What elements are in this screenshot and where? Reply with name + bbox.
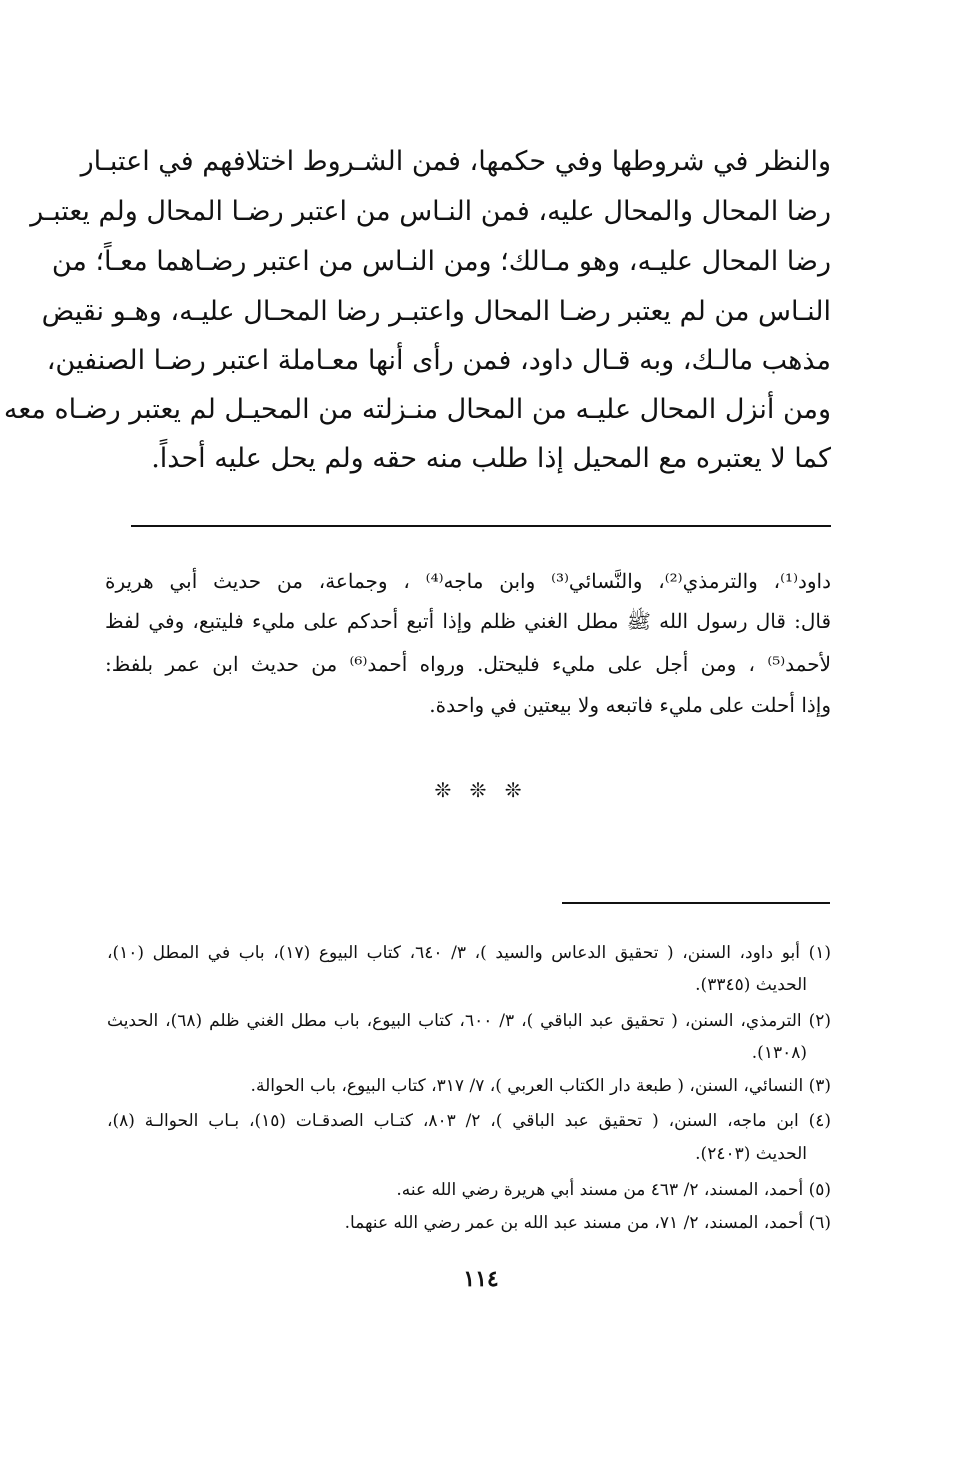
- main-text-line: والنظر في شروطها وفي حكمها، فمن الشـروط اختلافهم في اعتبـار: [80, 146, 831, 177]
- section-divider-line: [131, 525, 831, 527]
- note-text-line: قال: قال رسول الله ﷺ مطل الغني ظلم وإذا أتبع أحدكم على مليء فليتبع، وفي لفظ: [105, 609, 831, 633]
- page-number: ١١٤: [463, 1266, 499, 1292]
- main-text-line: النـاس من لم يعتبر رضـا المحال واعتبـر رضا المحـال عليـه، وهـو نقيض: [41, 296, 831, 327]
- footnote-6: (٦) أحمد، المسند، ٢/ ٧١، من مسند عبد الله بن عمر رضي الله عنهما.: [344, 1213, 831, 1233]
- main-text-line: ومن أنزل المحال عليـه من المحال منـزلته من المحيـل لم يعتبر رضـاه معه: [3, 394, 831, 425]
- main-text-line: كما لا يعتبره مع المحيل إذا طلب منه حقه ولم يحل عليه أحداً.: [151, 443, 831, 474]
- footnote-2: (٢) الترمذي، السنن، ( تحقيق عبد الباقي )، ٣/ ٦٠٠، كتاب البيوع، باب مطل الغني ظلم (٦٨)، الحديث: [107, 1011, 831, 1031]
- footnote-5: (٥) أحمد، المسند، ٢/ ٤٦٣ من مسند أبي هريرة رضي الله عنه.: [396, 1180, 831, 1200]
- main-text-line: مذهب مالـك، وبه قـال داود، فمن رأى أنها معـاملة اعتبر رضـا الصنفين،: [46, 345, 831, 376]
- footnote-3: (٣) النسائي، السنن، ( طبعة دار الكتاب العربي )، ٧/ ٣١٧، كتاب البيوع، باب الحوالة.: [250, 1076, 831, 1096]
- note-text-line: داود⁽¹⁾، والترمذي⁽²⁾، والنَّسائي⁽³⁾ وابن ماجه⁽⁴⁾ ، وجماعة، من حديث أبي هريرة: [105, 569, 832, 593]
- note-text-line: وإذا أحلت على مليء فاتبعه ولا بيعتين في واحدة.: [429, 693, 831, 717]
- footnote-separator: [562, 902, 830, 904]
- footnote-1-cont: الحديث (٣٣٤٥).: [695, 975, 807, 995]
- main-text-line: رضا المحال والمحال عليه، فمن النـاس من اعتبر رضـا المحال ولم يعتبـر: [30, 196, 831, 227]
- main-text-line: رضا المحال عليـه، وهو مـالك؛ ومن النـاس من اعتبر رضـاهما معـاً؛ من: [51, 246, 831, 277]
- footnote-1: (١) أبو داود، السنن، ( تحقيق الدعاس والسيد )، ٣/ ٦٤٠، كتاب البيوع (١٧)، باب في المطل (١٠)،: [107, 943, 831, 963]
- footnote-2-cont: (١٣٠٨).: [751, 1043, 807, 1063]
- footnote-4: (٤) ابن ماجه، السنن، ( تحقيق عبد الباقي )، ٢/ ٨٠٣، كتـاب الصدقـات (١٥)، بـاب الحوالـة (٨)،: [107, 1111, 831, 1131]
- note-text-line: لأحمد⁽⁵⁾ ، ومن أجل على مليء فليحتل. ورواه أحمد⁽⁶⁾ من حديث ابن عمر بلفظ:: [105, 652, 832, 676]
- section-break-stars: ❊ ❊ ❊: [434, 778, 528, 802]
- footnote-4-cont: الحديث (٢٤٠٣).: [695, 1144, 807, 1164]
